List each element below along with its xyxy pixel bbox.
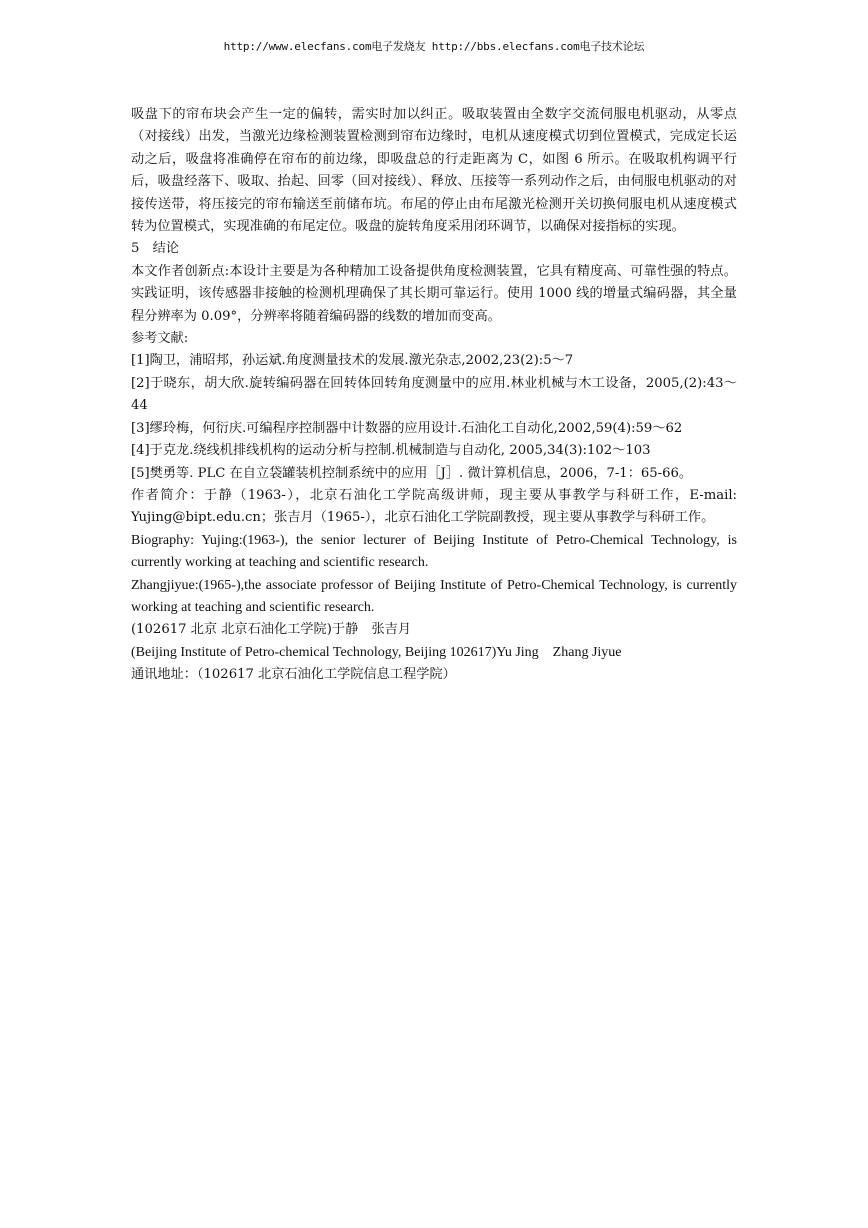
references-heading: 参考文献: [131,331,189,347]
biography-yujing: Biography: Yujing:(1963-), the senior lecturer of Beijing Institute of Petro-Chemical Technology, is currently working at teaching and scientific research. [131,532,737,571]
reference-item: [4]于克龙.绕线机排线机构的运动分析与控制.机械制造与自动化, 2005,34(3):102～103 [131,443,651,459]
author-intro: 作者简介：于静（1963-），北京石油化工学院高级讲师，现主要从事教学与科研工作，E-mail: Yujing@bipt.edu.cn；张吉月（1965-），北京石油化工学院副教授，现主要从事教学与科研工作。 [131,487,737,526]
mailing-address: 通讯地址：（102617 北京石油化工学院信息工程学院） [131,667,456,683]
reference-item: [5]樊勇等. PLC 在自立袋罐装机控制系统中的应用［J］. 微计算机信息，2006，7-1：65-66。 [131,465,693,481]
paragraph-mechanism: 吸盘下的帘布块会产生一定的偏转，需实时加以纠正。吸取装置由全数字交流伺服电机驱动，从零点（对接线）出发，当激光边缘检测装置检测到帘布边缘时，电机从速度模式切到位置模式，完成定长运动之后，吸盘将准确停在帘布的前边缘，即吸盘总的行走距离为 C，如图 6 所示。在吸取机构调平行后，吸盘经落下、吸取、抬起、回零（回对接线）、释放、压接等一系列动作之后，由伺服电机驱动的对接传送带，将压接完的帘布输送至前储布坑。布尾的停止由布尾激光检测开关切换伺服电机从速度模式转为位置模式，实现准确的布尾定位。吸盘的旋转角度采用闭环调节，以确保对接指标的实现。 [131,107,737,235]
section-heading-conclusion: 5 结论 [131,241,179,257]
reference-item: [2]于晓东，胡大欣.旋转编码器在回转体回转角度测量中的应用.林业机械与木工设备，2005,(2):43～44 [131,375,737,414]
reference-item: [3]缪玲梅，何衍庆.可编程序控制器中计数器的应用设计.石油化工自动化,2002,59(4):59～62 [131,420,683,436]
document-body [131,104,737,687]
page-header: http://www.elecfans.com电子发烧友 http://bbs.elecfans.com电子技术论坛 [223,40,645,53]
paragraph-conclusion: 本文作者创新点:本设计主要是为各种精加工设备提供角度检测装置，它具有精度高、可靠性强的特点。实践证明，该传感器非接触的检测机理确保了其长期可靠运行。使用 1000 线的增量式编码器，其全量程分辨率为 0.09°，分辨率将随着编码器的线数的增加而变高。 [131,263,737,324]
author-affiliation-en: (Beijing Institute of Petro-chemical Technology, Beijing 102617)Yu Jing Zhang Jiyue [131,644,622,660]
reference-item: [1]陶卫，浦昭邦，孙运斌.角度测量技术的发展.激光杂志,2002,23(2):5～7 [131,353,574,369]
biography-zhangjiyue: Zhangjiyue:(1965-),the associate professor of Beijing Institute of Petro-Chemical Technology, is currently working at teaching and scientific research. [131,577,737,615]
author-affiliation-cn: (102617 北京 北京石油化工学院)于静 张吉月 [131,622,412,638]
